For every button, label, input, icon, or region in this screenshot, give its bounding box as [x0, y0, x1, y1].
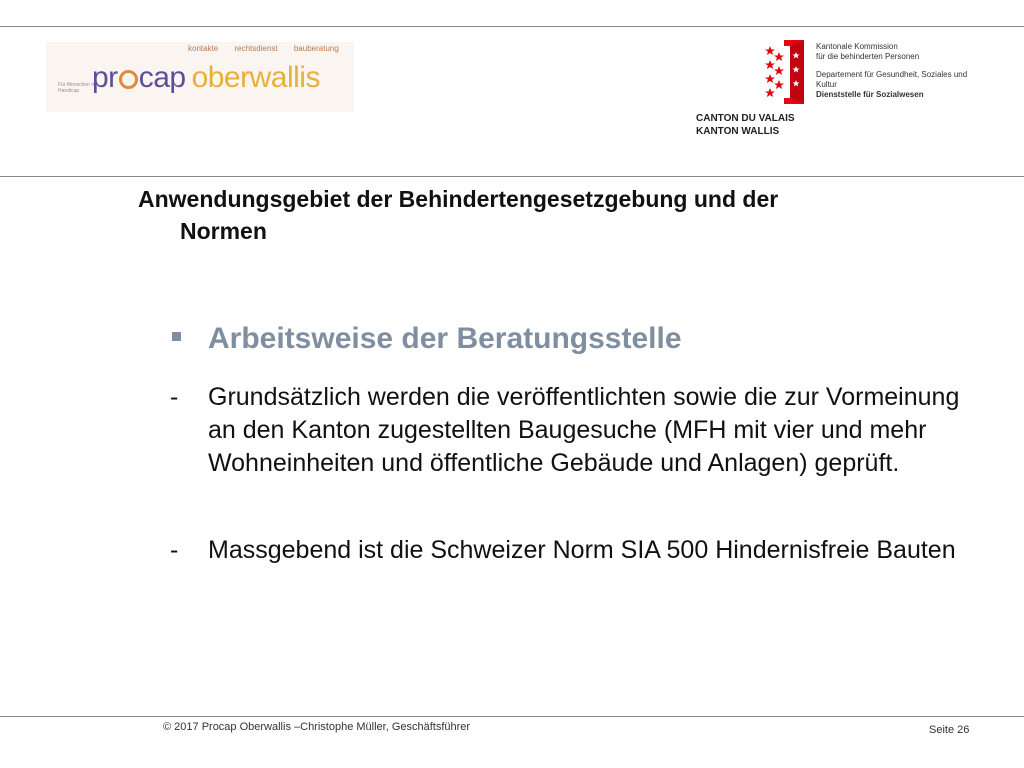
canton-name-de: KANTON WALLIS: [696, 126, 780, 137]
tagline-rechtsdienst: rechtsdienst: [234, 44, 278, 53]
list-item-marker: -: [170, 383, 179, 411]
slide-title: [138, 183, 958, 247]
slide-title-line-2: Normen: [180, 218, 267, 244]
bullet-heading-text: Arbeitsweise der Beratungsstelle: [208, 322, 682, 355]
canton-name: [696, 112, 795, 138]
header-rule: [0, 176, 1024, 177]
procap-ring-icon: [119, 70, 138, 89]
procap-logo: [46, 40, 366, 112]
department-label: [816, 70, 980, 100]
procap-word-pro: pr: [92, 61, 118, 94]
list-item: [170, 534, 988, 567]
procap-small-text: Für Menschen mit Handicap: [58, 82, 99, 94]
commission-line-2: für die behinderten Personen: [816, 52, 920, 61]
valais-crest-icon: [764, 40, 804, 104]
commission-label: [816, 42, 919, 62]
procap-word-region: oberwallis: [191, 61, 320, 94]
page-number: Seite 26: [929, 724, 970, 736]
footer-rule: [0, 716, 1024, 717]
procap-wordmark: [92, 61, 320, 95]
procap-tagline: [188, 44, 353, 53]
top-rule: [0, 26, 1024, 27]
slide-title-line-1: Anwendungsgebiet der Behindertengesetzgebung und der: [138, 186, 779, 212]
tagline-bauberatung: bauberatung: [293, 44, 339, 53]
list-item: [170, 381, 988, 480]
footer-copyright: © 2017 Procap Oberwallis –Christophe Müller, Geschäftsführer: [163, 721, 471, 733]
list-item-text: Grundsätzlich werden die veröffentlichten sowie die zur Vormeinung an den Kanton zugestellten Baugesuche (MFH mit vier und mehr Wohneinheiten und öffentliche Gebäude und Anlagen) geprüft.: [208, 383, 960, 477]
department-line: Departement für Gesundheit, Soziales und Kultur: [816, 70, 968, 89]
service-line: Dienststelle für Sozialwesen: [816, 90, 924, 99]
list-item-text: Massgebend ist die Schweizer Norm SIA 500 Hindernisfreie Bauten: [208, 536, 956, 564]
bullet-heading: [172, 322, 682, 356]
square-bullet-icon: [172, 332, 181, 341]
commission-line-1: Kantonale Kommission: [816, 42, 898, 51]
procap-word-cap: cap: [138, 61, 186, 94]
valais-logo: [690, 38, 980, 148]
tagline-kontakte: kontakte: [188, 44, 219, 53]
list-item-marker: -: [170, 536, 179, 564]
canton-name-fr: CANTON DU VALAIS: [696, 113, 795, 124]
